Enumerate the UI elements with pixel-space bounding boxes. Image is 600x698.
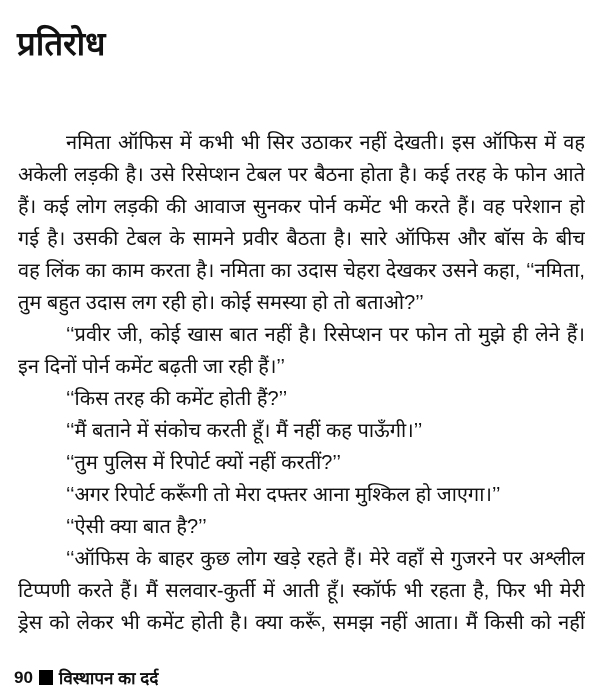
- text-line: नमिता ऑफिस में कभी भी सिर उठाकर नहीं देखती। इस ऑफिस में वह: [66, 132, 585, 154]
- text-line: टिप्पणी करते हैं। मैं सलवार-कुर्ती में आती हूँ। स्कॉर्फ भी रहता है, फिर भी मेरी: [18, 580, 585, 602]
- text-line: ‘‘ऑफिस के बाहर कुछ लोग खड़े रहते हैं। मेरे वहाँ से गुजरने पर अश्लील: [66, 548, 585, 570]
- text-line: ‘‘मैं बताने में संकोच करती हूँ। मैं नहीं कह पाऊँगी।’’: [66, 420, 423, 442]
- text-line: ‘‘किस तरह की कमेंट होती हैं?’’: [66, 388, 288, 410]
- book-title: विस्थापन का दर्द: [58, 669, 159, 688]
- text-line: ‘‘ऐसी क्या बात है?’’: [66, 516, 207, 538]
- text-line: ‘‘अगर रिपोर्ट करूँगी तो मेरा दफ्तर आना मुश्किल हो जाएगा।’’: [66, 484, 501, 506]
- text-line: तुम बहुत उदास लग रही हो। कोई समस्या हो तो बताओ?’’: [18, 292, 424, 314]
- body-text: [18, 127, 585, 639]
- text-line: हैं। कई लोग लड़की की आवाज सुनकर पोर्न कमेंट भी करते हैं। वह परेशान हो: [18, 196, 585, 218]
- text-line: अकेली लड़की है। उसे रिसेप्शन टेबल पर बैठना होता है। कई तरह के फोन आते: [18, 164, 585, 186]
- text-line: वह लिंक का काम करता है। नमिता का उदास चेहरा देखकर उसने कहा, ‘‘नमिता,: [18, 260, 585, 282]
- text-line: गई है। उसकी टेबल के सामने प्रवीर बैठता है। सारे ऑफिस और बॉस के बीच: [18, 228, 585, 250]
- square-bullet-icon: [39, 670, 53, 685]
- text-line: ‘‘प्रवीर जी, कोई खास बात नहीं है। रिसेप्शन पर फोन तो मुझे ही लेने हैं।: [66, 324, 585, 346]
- chapter-title: प्रतिरोध: [17, 25, 106, 62]
- page-number: 90: [14, 667, 33, 687]
- page-footer: [14, 666, 158, 689]
- text-line: ‘‘तुम पुलिस में रिपोर्ट क्यों नहीं करतीं?’’: [66, 452, 341, 474]
- text-line: ड्रेस को लेकर भी कमेंट होती है। क्या करूँ, समझ नहीं आता। मैं किसी को नहीं: [18, 612, 585, 634]
- text-line: इन दिनों पोर्न कमेंट बढ़ती जा रही हैं।’’: [18, 356, 285, 378]
